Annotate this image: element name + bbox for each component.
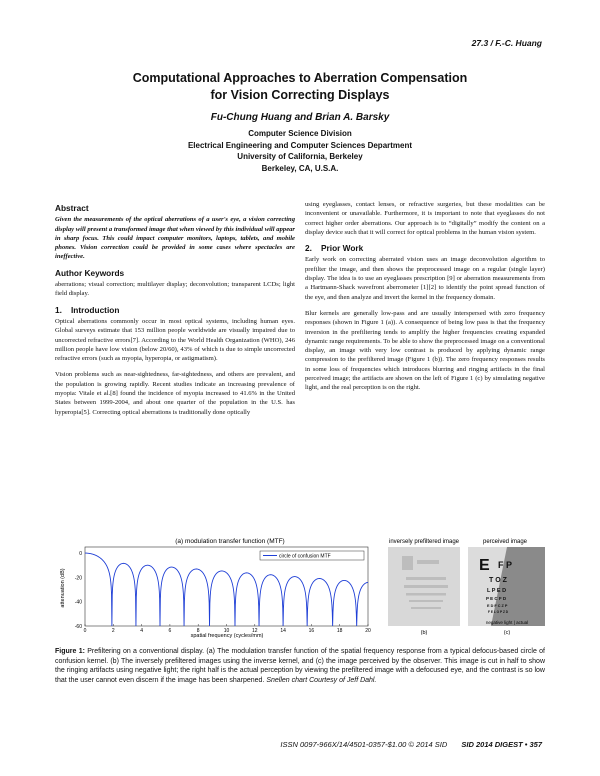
- x-tick-label: 16: [308, 628, 315, 634]
- panel-c-bottom-label: negative light | actual: [485, 620, 529, 625]
- chart-legend: [260, 551, 364, 560]
- svg-text:F E L O P Z D: F E L O P Z D: [488, 610, 509, 614]
- x-tick-label: 0: [83, 628, 87, 634]
- affiliation-line: University of California, Berkeley: [237, 152, 363, 161]
- footer-digest: SID 2014 DIGEST • 357: [461, 740, 542, 749]
- panel-b-label: (b): [420, 630, 428, 636]
- title-line-1: Computational Approaches to Aberration Compensation: [132, 71, 468, 85]
- x-tick-label: 10: [223, 628, 230, 634]
- y-tick-label: -60: [74, 624, 82, 630]
- page-footer: [280, 740, 542, 749]
- intro-paragraph-2: Vision problems such as near-sightedness, far-sightedness, and others are prevalent, and the population is growing rapidly. Recent studies indicate an increasing prevalence of myopia: Vitale et al.[8] found the incidence of myopia increased to 41.6% in the United States between 1999-2004, and about one quarter of the population in the U.S. has hyperopia[5]. Correcting optical aberrations is traditionally done optically: [55, 371, 295, 416]
- y-axis-label: attenuation (dB): [60, 568, 66, 608]
- keywords-text: aberrations; visual correction; multilayer display; deconvolution; transparent LCDs; light field display.: [55, 281, 295, 298]
- page-number: 357: [529, 740, 542, 749]
- intro-paragraph-1: Optical aberrations commonly occur in most optical systems, including human eyes. Global surveys estimate that 153 million people worldwide are visually impaired due to uncorrected refractive errors[7]. According to the World Health Organization (WHO), 246 million people have low vision (below 20/60), 43% of which is due to simple uncorrected refractive errors (such as myopia, hyperopia, or astigmatism).: [55, 317, 295, 363]
- affiliation-line: Computer Science Division: [248, 129, 352, 138]
- panel-c-title: perceived image: [482, 539, 528, 545]
- affiliation: [0, 128, 600, 174]
- figure-1: [55, 530, 545, 638]
- x-tick-label: 8: [196, 628, 200, 634]
- abstract-heading: Abstract: [55, 203, 89, 213]
- chart-title: (a) modulation transfer function (MTF): [175, 538, 285, 545]
- left-column: [55, 200, 295, 424]
- svg-text:E D F C Z P: E D F C Z P: [487, 604, 508, 608]
- panel-c-label: (c): [503, 630, 511, 636]
- legend-entry: circle of confusion MTF: [279, 553, 331, 560]
- footer-issn: ISSN 0097-966X/14/4501-0357-$1.00 © 2014 SID: [280, 740, 448, 749]
- x-tick-label: 18: [336, 628, 343, 634]
- authors: Fu-Chung Huang and Brian A. Barsky: [210, 112, 390, 123]
- x-tick-label: 4: [140, 628, 143, 634]
- y-tick-label: 0: [79, 551, 82, 558]
- right-column: [305, 200, 545, 400]
- caption-text: Prefiltering on a conventional display. (a) The modulation transfer function of the spatial frequency response from a typical defocus-based circle of confusion kernel. (b) The inversely prefiltered images using the inverse kernel, and (c) the image perceived by the observer. This image is cut in half to show the ringing artifacts using negative light; the right half is the actual perception by viewing the prefiltered image with a defocused eye, and the contrast is so low that the user cannot even discern if the image has been sharpened.: [55, 648, 546, 684]
- abstract-text: Given the measurements of the optical aberrations of a user's eye, a vision correcting display will present a transformed image that when viewed by this individual will appear in sharp focus. This could impact computer monitors, laptops, tablets, and mobile phones. Vision correction could be provided in some cases where spectacles are ineffective.: [55, 216, 295, 261]
- x-tick-label: 6: [168, 628, 172, 634]
- introduction-heading: 1. Introduction: [55, 304, 120, 315]
- caption-lead: Figure 1:: [55, 648, 85, 655]
- panel-b-title: inversely prefiltered image: [388, 539, 460, 545]
- x-tick-label: 2: [111, 628, 115, 634]
- caption-credit: Snellen chart Courtesy of Jeff Dahl.: [266, 676, 377, 684]
- prior-work-paragraph-2: Blur kernels are generally low-pass and are usually interspersed with zero frequency responses (shown in Figure 1 (a)). A consequence of being low pass is that the frequency inversion in the prefiltering tends to amplify the higher frequencies creating expanded dynamic range requirements. To be able to show the preprocessed image on a conventional display, an image with very low contrast is produced by applying dynamic range compression to the prefiltered image (Figure 1 (b)). The zero frequency responses results in some loss of frequencies which introduces blurring and ringing artifacts in the final perceived image; the artifacts are shown on the left of Figure 1 (c) by simulating negative light, and the real perception is on the right.: [305, 309, 546, 392]
- svg-text:T O Z: T O Z: [489, 577, 507, 584]
- prior-work-paragraph-1: Early work on correcting aberrated vision uses an image deconvolution algorithm to prefilter the image, and then shows the preprocessed image on a regular (single layer) display. The idea is to use an eyeglasses prescription [9] or aberration measurements from a Hartmann-Shack wavefront aberrometer [1][2] to identify the point spread function of the eye, and then analyze and invert the kernel in the frequency domain.: [305, 256, 545, 301]
- running-header: 27.3 / F.-C. Huang: [471, 38, 542, 48]
- intro-continued: using eyeglasses, contact lenses, or refractive surgeries, but these modalities can be inconvenient or unavailable. Furthermore, it is important to note that eyeglasses do not correct higher order aberrations. Our approach is to “digitally” modify the content on a display device such that it will correct for optical problems in the human vision system.: [305, 201, 545, 236]
- figure-1-svg: [55, 530, 545, 638]
- y-tick-label: -20: [74, 575, 82, 582]
- svg-text:E: E: [479, 557, 490, 574]
- svg-text:F P: F P: [498, 560, 513, 570]
- prior-work-heading: 2. Prior Work: [305, 243, 364, 254]
- paper-title: [0, 70, 600, 104]
- affiliation-line: Electrical Engineering and Computer Sciences Department: [187, 140, 413, 150]
- figure-caption: [55, 647, 545, 685]
- x-axis-label: spatial frequency (cycles/mm): [190, 633, 264, 638]
- svg-text:L P E D: L P E D: [487, 588, 507, 594]
- affiliation-line: Berkeley, CA, U.S.A.: [261, 163, 339, 173]
- title-line-2: for Vision Correcting Displays: [210, 88, 390, 102]
- x-tick-label: 20: [365, 628, 371, 634]
- x-tick-label: 14: [280, 628, 286, 634]
- keywords-heading: Author Keywords: [55, 267, 125, 278]
- x-tick-label: 12: [252, 628, 258, 634]
- y-tick-label: -40: [74, 599, 82, 606]
- svg-text:P E C F D: P E C F D: [486, 596, 507, 601]
